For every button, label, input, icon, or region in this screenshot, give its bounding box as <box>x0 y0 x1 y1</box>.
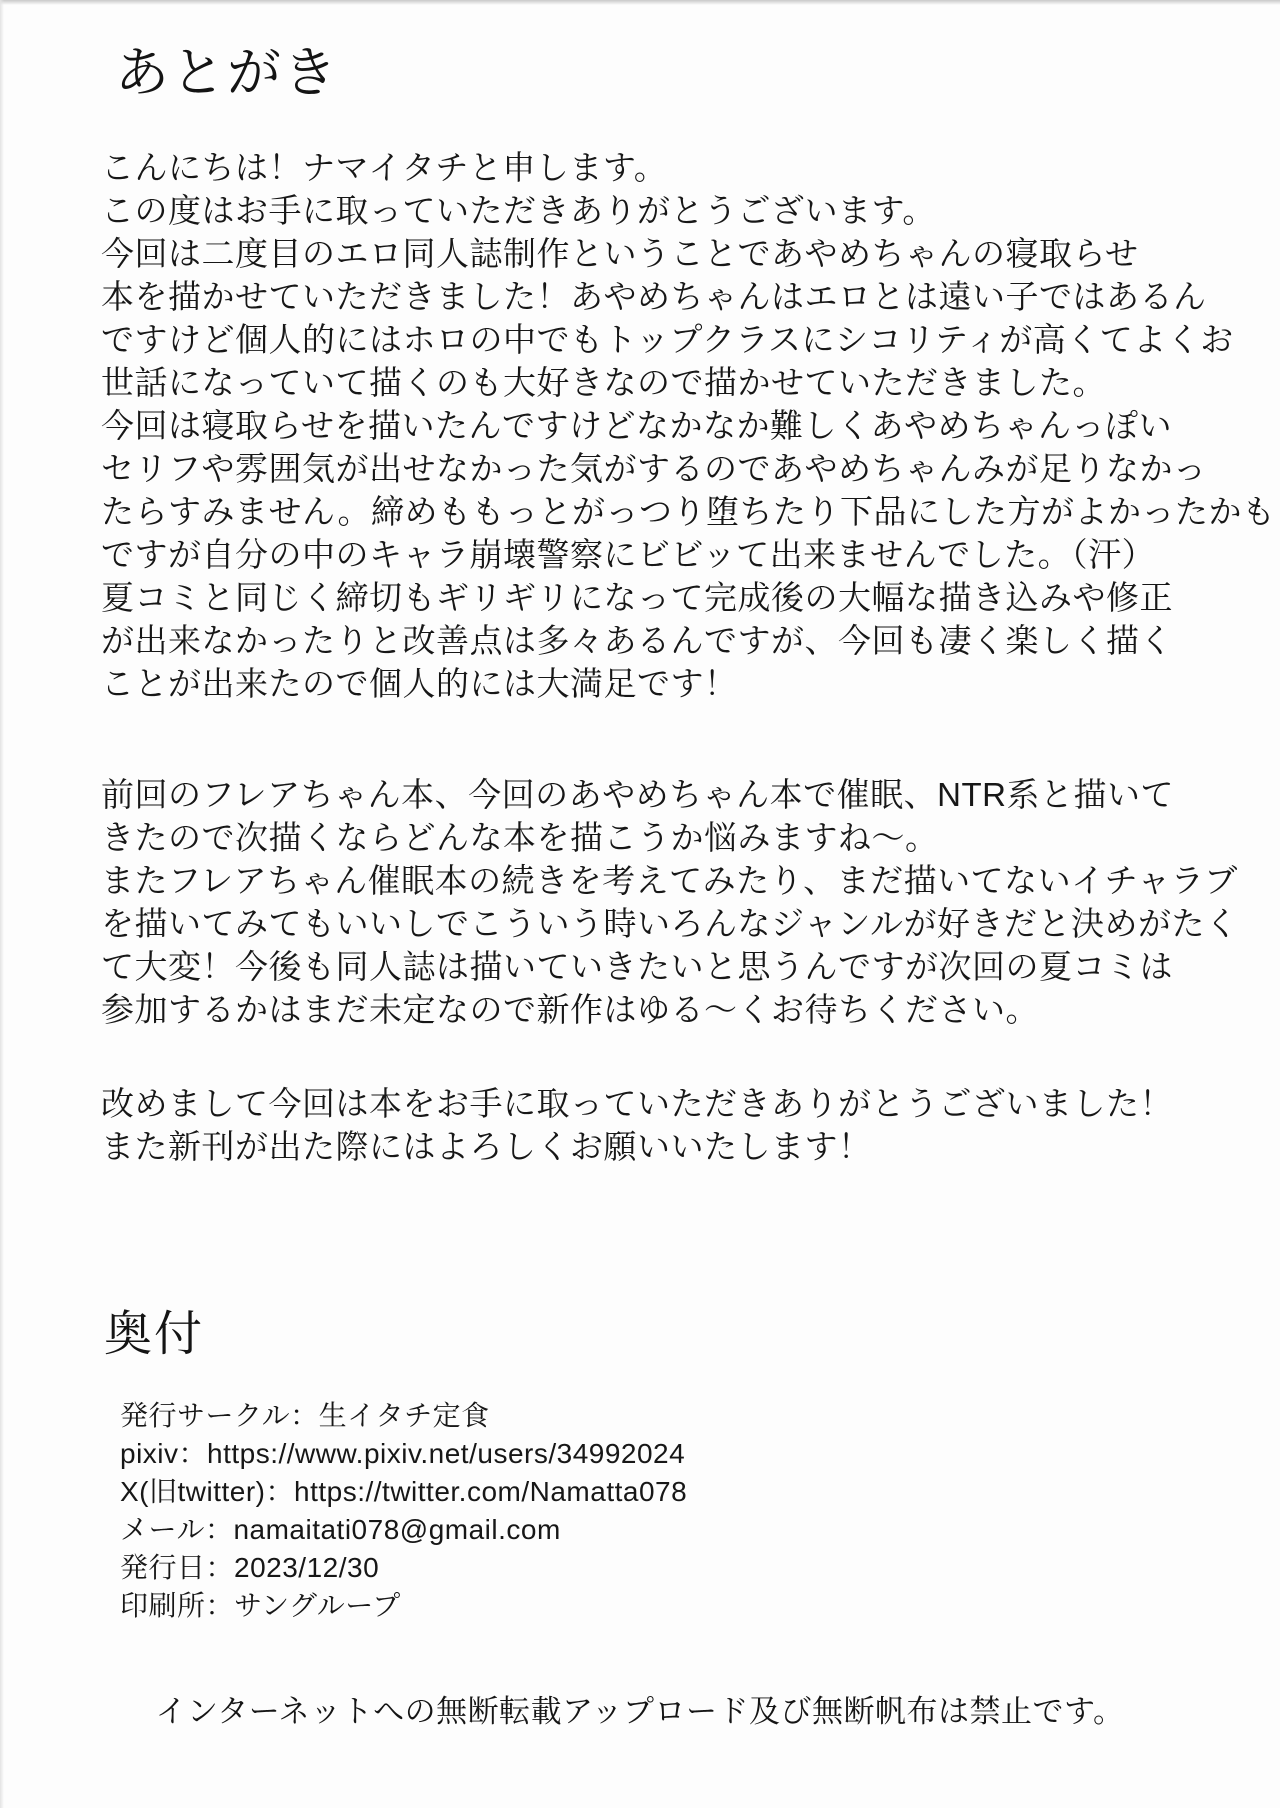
afterword-paragraph-2 <box>101 773 1239 1031</box>
text-line: セリフや雰囲気が出せなかった気がするのであやめちゃんみが足りなかっ <box>101 450 1207 487</box>
scan-edge-artifact-top <box>0 0 1280 5</box>
text-line: 発行サークル：生イタチ定食 <box>120 1400 490 1431</box>
afterword-paragraph-1 <box>101 146 1276 705</box>
text-line: X(旧twitter)：https://twitter.com/Namatta078 <box>120 1476 688 1507</box>
afterword-paragraph-3 <box>101 1082 1201 1168</box>
text-line: この度はお手に取っていただきありがとうございます。 <box>101 192 936 229</box>
text-line: 印刷所：サングループ <box>120 1590 401 1621</box>
scan-edge-artifact-left <box>0 0 4 1808</box>
text-line: メール：namaitati078@gmail.com <box>120 1514 561 1545</box>
text-line: pixiv：https://www.pixiv.net/users/34992024 <box>120 1438 686 1469</box>
text-line: 夏コミと同じく締切もギリギリになって完成後の大幅な描き込みや修正 <box>101 579 1173 616</box>
text-line: 本を描かせていただきました！あやめちゃんはエロとは遠い子ではあるん <box>101 278 1207 315</box>
text-line: 今回は二度目のエロ同人誌制作ということであやめちゃんの寝取らせ <box>101 235 1139 272</box>
text-line: ですが自分の中のキャラ崩壊警察にビビッて出来ませんでした。（汗） <box>101 536 1156 573</box>
text-line: 発行日：2023/12/30 <box>120 1552 380 1583</box>
reproduction-prohibition-notice: インターネットへの無断転載アップロード及び無断帆布は禁止です。 <box>155 1694 1125 1729</box>
colophon-title: 奥付 <box>104 1308 205 1361</box>
text-line: 今回は寝取らせを描いたんですけどなかなか難しくあやめちゃんっぽい <box>101 407 1173 444</box>
text-line: 参加するかはまだ未定なので新作はゆる～くお待ちください。 <box>101 991 1039 1028</box>
text-line: きたので次描くならどんな本を描こうか悩みますね～。 <box>101 819 939 856</box>
text-line: が出来なかったりと改善点は多々あるんですが、今回も凄く楽しく描く <box>101 622 1173 659</box>
colophon-entries <box>120 1397 1170 1625</box>
text-line: また新刊が出た際にはよろしくお願いいたします！ <box>101 1128 872 1165</box>
text-line: ですけど個人的にはホロの中でもトップクラスにシコリティが高くてよくお <box>101 321 1234 358</box>
text-line: 前回のフレアちゃん本、今回のあやめちゃん本で催眠、NTR系と描いて <box>101 776 1175 813</box>
text-line: こんにちは！ナマイタチと申します。 <box>101 149 668 186</box>
text-line: 世話になっていて描くのも大好きなので描かせていただきました。 <box>101 364 1106 401</box>
text-line: たらすみません。締めももっとがっつり堕ちたり下品にした方がよかったかも <box>101 493 1276 530</box>
text-line: ことが出来たので個人的には大満足です！ <box>101 665 738 702</box>
text-line: を描いてみてもいいしでこういう時いろんなジャンルが好きだと決めがたく <box>101 905 1239 942</box>
afterword-title: あとがき <box>115 43 339 103</box>
text-line: 改めまして今回は本をお手に取っていただきありがとうございました！ <box>101 1085 1173 1122</box>
text-line: て大変！今後も同人誌は描いていきたいと思うんですが次回の夏コミは <box>101 948 1173 985</box>
text-line: またフレアちゃん催眠本の続きを考えてみたり、まだ描いてないイチャラブ <box>101 862 1238 899</box>
